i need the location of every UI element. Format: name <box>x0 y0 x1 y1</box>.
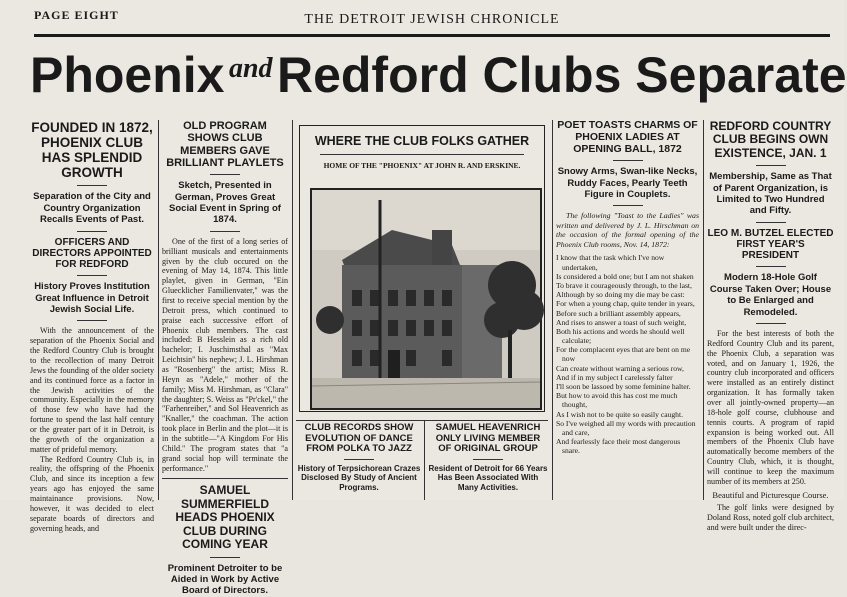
article-headline-2: OFFICERS AND DIRECTORS APPOINTED FOR REDFORD <box>32 236 152 270</box>
poem-line: For when a young chap, quite tender in years, <box>556 299 695 309</box>
poem-line: I'll soon be lassoed by some feminine halter. <box>556 382 691 392</box>
column-redford-country-club <box>707 119 834 532</box>
article-headline-2: LEO M. BUTZEL ELECTED FIRST YEAR'S PRESIDENT <box>707 227 834 262</box>
divider <box>756 266 786 267</box>
article-subheadline-2: Modern 18-Hole Golf Course Taken Over; House to Be Enlarged and Remodeled. <box>709 272 832 318</box>
article-subheadline-2: History Proves Institution Great Influence in Detroit Jewish Social Life. <box>34 281 150 315</box>
article-body: For the best interests of both the Redford Country Club and its parent, the Phoenix Club, a separation was voted, and on January 1, 1926, the country club incorporated and officers were installed as an entirely distinct organization. It has formally taken over all jointly-owned property—an 18-hole golf course, clubhouse and tennis courts. A program of rapid expansion is being worked out. All members of the Phoenix Club have automatically become members of the Country Club, which, it is thought, will continue to keep the maximum number of its members at 250. <box>707 329 834 486</box>
divider <box>210 174 240 175</box>
divider <box>77 231 107 232</box>
article-body: The Redford Country Club is, in reality, the offspring of the Phoenix Club, and since its inception a few years ago has enjoyed the same maintainance provisions. Now, however, it was decided to elect separate boards of directors and governing heads, and <box>30 454 154 533</box>
article-body: With the announcement of the separation of the Phoenix Social and the Redford Country Club is brought to the recollection of many Detroit Jews the founding of the older society and its continued force as a factor in the Jewish activities of the community. Especially in the memory of those few who have had the fortune to spend the last half century or the greater part of it in Detroit, is the growth of the organization a matter of prideful memory. <box>30 326 154 454</box>
masthead <box>34 4 830 37</box>
article-subheadline: Sketch, Presented in German, Proves Great Social Event in Spring of 1874. <box>169 180 281 226</box>
article-subheadline: Separation of the City and Country Organization Recalls Events of Past. <box>33 191 151 226</box>
paper-title: THE DETROIT JEWISH CHRONICLE <box>304 12 560 27</box>
column-old-program <box>162 120 288 597</box>
headline-rest: Redford Clubs Separate <box>276 47 847 103</box>
poem-line: Is considered a bold one; but I am not shaken <box>556 271 694 281</box>
article-headline: REDFORD COUNTRY CLUB BEGINS OWN EXISTENCE, JAN. 1 <box>709 119 832 160</box>
column-founded-1872 <box>30 120 154 533</box>
poem-line: Both his actions and words he should well calculate; <box>556 326 685 346</box>
article-headline: OLD PROGRAM SHOWS CLUB MEMBERS GAVE BRILLIANT PLAYLETS <box>166 120 284 169</box>
divider <box>613 160 643 161</box>
article-headline-2: SAMUEL SUMMERFIELD HEADS PHOENIX CLUB DURING COMING YEAR <box>175 483 275 552</box>
article-headline: CLUB RECORDS SHOW EVOLUTION OF DANCE FROM POLKA TO JAZZ <box>304 422 414 455</box>
divider <box>756 323 786 324</box>
article-body: One of the first of a long series of brilliant musicals and entertainments given by the club occured on the evening of May 14, 1874. This little playlet, given in German, "Ein Gluecklicher Familienvater," was the first to receive special mention by the Detroit press, which continued to praise each successive effort of Phoenix club members. The cast included: B Hesslein as a rich old bachelor; I. Juschimsthal as "Max Leichtsin" his nephew; J. L. Hirshman as "Rosenberg" the artist; Miss R. Heyn as "Adele," mother of the family; Miss M. Hirshman, as "Clara" the daughter; S. Weiss as "Pr'ckel," the "Farhenreiber," and Sol Heavenrich as "Knaller," the coachman. The action took place in Berlin and the plot—it is in the subtitle—"A Kingdom For His Child." The program states that "a grand social hop will terminate the performance." <box>162 236 288 473</box>
article-subheadline: Membership, Same as That of Parent Organization, is Limited to Two Hundred and Fifty. <box>709 171 832 217</box>
article-subheadline-2: Prominent Detroiter to be Aided in Work by Active Board of Directors. <box>167 562 283 597</box>
divider <box>210 557 240 558</box>
article-subheadline: Resident of Detroit for 66 Years Has Been Associated With Many Activities. <box>428 463 548 493</box>
divider <box>77 185 107 186</box>
poem-line: And if in my subject I carelessly falter <box>556 372 673 382</box>
divider <box>473 459 503 460</box>
divider <box>320 154 524 155</box>
poem-line: But how to avoid this has cost me much thought, <box>556 391 678 410</box>
divider <box>344 459 374 460</box>
poem-line: To brave it courageously through, to the last, <box>556 280 692 290</box>
divider <box>210 231 240 232</box>
clubhouse-photo-image <box>312 190 540 408</box>
divider <box>77 275 107 276</box>
column-rule <box>703 120 704 500</box>
article-heavenrich <box>428 423 548 493</box>
article-headline: POET TOASTS CHARMS OF PHOENIX LADIES AT OPENING BALL, 1872 <box>557 119 698 155</box>
poem-line: And rises to answer a toast of such weight, <box>556 317 687 327</box>
poem-line: As I wish not to be quite so easily caught. <box>556 409 683 419</box>
poem-line: Can create without warning a serious row, <box>556 363 684 373</box>
article-dance-evolution <box>296 423 422 493</box>
column-rule <box>158 120 159 500</box>
divider <box>296 420 548 421</box>
article-headline: SAMUEL HEAVENRICH ONLY LIVING MEMBER OF ORIGINAL GROUP <box>435 422 541 455</box>
divider <box>613 205 643 206</box>
photo-caption: HOME OF THE "PHOENIX" AT JOHN R. AND ERSKINE. <box>323 161 521 170</box>
poem-line: And fearlessly face their most dangerous snare. <box>556 437 681 456</box>
poem-introduction: The following "Toast to the Ladies" was written and delivered by J. L. Hirschman on the occasion of the formal opening of the Phoenix Club rooms, Nov. 14, 1872: <box>556 211 699 249</box>
column-rule <box>552 120 553 500</box>
phoenix-clubhouse-photo <box>310 188 542 410</box>
column-poet-toasts <box>556 120 699 500</box>
page-label: PAGE EIGHT <box>34 8 119 22</box>
article-subheadline: Snowy Arms, Swan-like Necks, Ruddy Faces, Pearly Teeth Figure in Couplets. <box>557 166 698 201</box>
poem <box>556 253 699 455</box>
article-subheadline: History of Terpsichorean Crazes Disclosed By Study of Ancient Programs. <box>297 463 421 493</box>
column-rule <box>424 420 425 500</box>
poem-line: So I've weighed all my words with precaution and care, <box>556 418 696 437</box>
poem-line: I know that the task which I've now undertaken, <box>556 253 665 272</box>
photo-title: WHERE THE CLUB FOLKS GATHER <box>314 134 530 148</box>
poem-line: Although by so doing my die may be cast: <box>556 290 685 300</box>
main-headline <box>30 40 847 110</box>
column-rule <box>292 120 293 500</box>
article-section-head: Beautiful and Picturesque Course. <box>712 489 829 500</box>
divider <box>756 222 786 223</box>
headline-phoenix: Phoenix <box>30 47 225 103</box>
poem-line: Before such a brilliant assembly appears, <box>556 308 681 318</box>
headline-and: and <box>228 53 273 84</box>
divider <box>162 478 288 479</box>
poem-line: For the complacent eyes that are bent on me now <box>556 345 691 364</box>
divider <box>756 165 786 166</box>
article-headline: FOUNDED IN 1872, PHOENIX CLUB HAS SPLENDID GROWTH <box>31 120 153 181</box>
divider <box>77 320 107 321</box>
article-body: The golf links were designed by Doland Ross, noted golf club architect, and were built under the direc- <box>707 502 834 532</box>
